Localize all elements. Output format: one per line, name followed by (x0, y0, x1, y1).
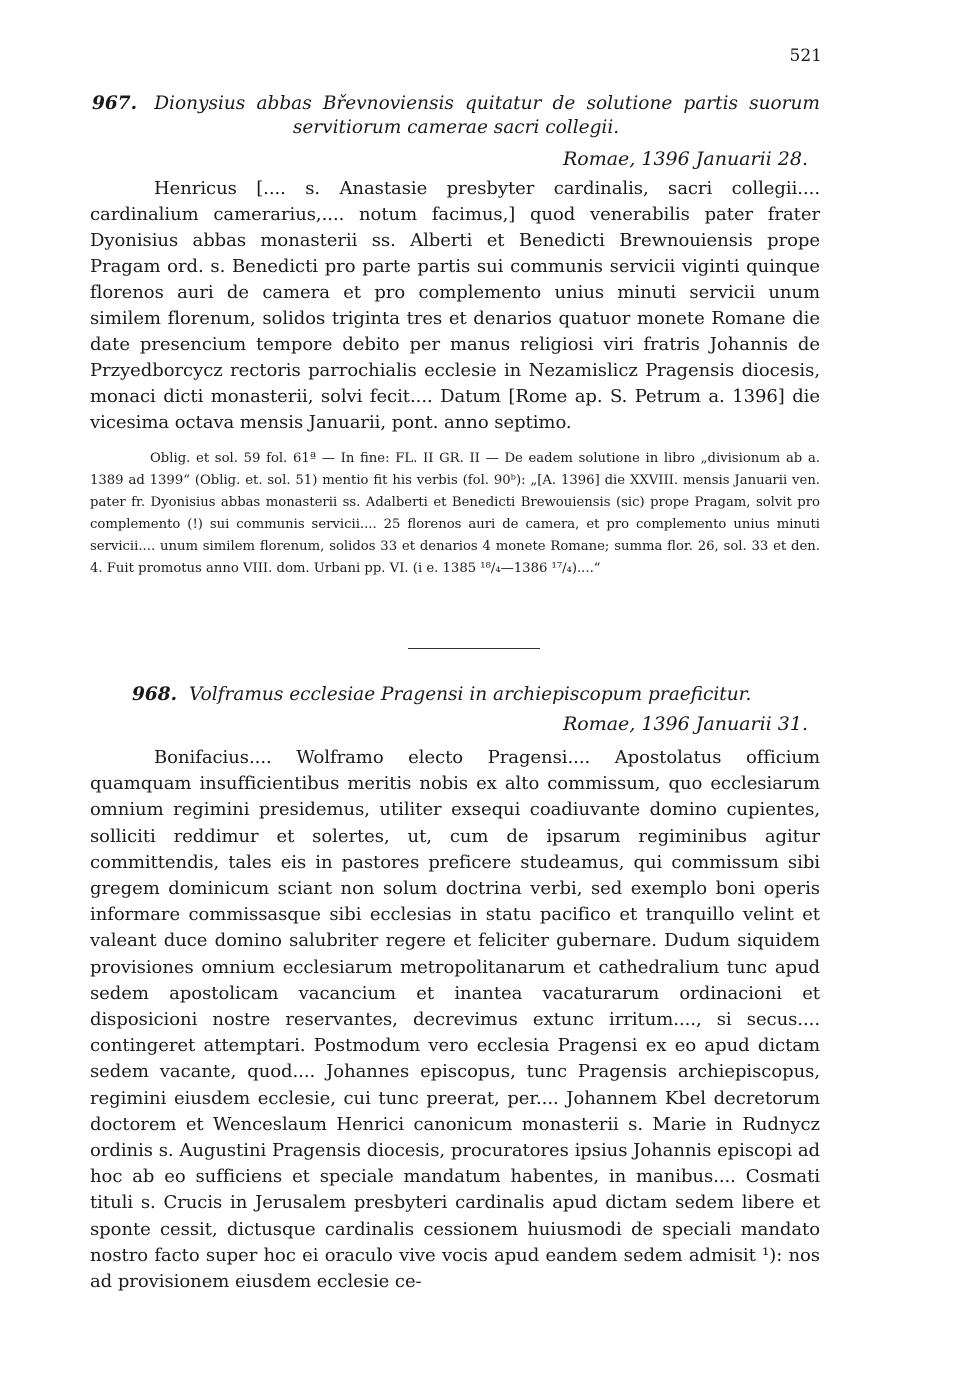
section-divider (408, 648, 540, 649)
entry-heading (90, 683, 820, 707)
entry-body: Henricus [.... s. Anastasie presbyter cardinalis, sacri collegii.... cardinalium camerarius,.... notum facimus,] quod venerabilis pater frater Dyonisius abbas monasterii ss. Alberti et Benedicti Brewnouiensis prope Pragam ord. s. Benedicti pro parte partis sui communis servicii viginti quinque florenos auri de camera et pro complemento unius minuti servicii unum similem florenum, solidos triginta tres et denarios quatuor monete Romane die date presencium tempore debito per manus religiosi viri fratris Johannis de Przyedborcycz rectoris parrochialis ecclesie in Nezamislicz Pragensis diocesis, monaci dicti monasterii, solvi fecit.... Datum [Rome ap. S. Petrum a. 1396] die vicesima octava mensis Januarii, pont. anno septimo. (90, 178, 820, 433)
entry-dateline: Romae, 1396 Januarii 28. (562, 148, 808, 170)
entry-heading (90, 92, 820, 140)
entry-number: 968. (132, 684, 178, 705)
entry-note: Oblig. et sol. 59 fol. 61ª — In fine: FL. II GR. II — De eadem solutione in libro „divisionum ab a. 1389 ad 1399“ (Oblig. et. sol. 51) mentio fit his verbis (fol. 90ᵇ): „[A. 1396] die XXVIII. mensis Januarii ven. pater fr. Dyonisius abbas monasterii ss. Adalberti et Benedicti Brewouiensis (sic) prope Pragam, solvit pro complemento (!) sui communis servicii.... 25 florenos auri de camera, et pro complemento unius minuti servicii.... unum similem florenum, solidos 33 et denarios 4 monete Romane; summa flor. 26, sol. 33 et den. 4. Fuit promotus anno VIII. dom. Urbani pp. VI. (i e. 1385 ¹⁸/₄—1386 ¹⁷/₄)....“ (90, 451, 820, 576)
document-entry (90, 683, 820, 1295)
entry-dateline: Romae, 1396 Januarii 31. (562, 713, 808, 735)
entry-title: Volframus ecclesiae Pragensi in archiepiscopum praeficitur. (188, 684, 752, 705)
entry-title: Dionysius abbas Břevnoviensis quitatur de solutione partis suorum servitiorum camerae sacri collegii. (154, 93, 820, 138)
entry-number: 967. (92, 93, 138, 114)
document-entry (90, 92, 820, 580)
entry-body: Bonifacius.... Wolframo electo Pragensi.... Apostolatus officium quamquam insufficientibus meritis nobis ex alto commissum, quo ecclesiarum omnium regimini presidemus, utiliter exsequi coadiuvante domino cupientes, solliciti reddimur et solertes, ut, cum de ipsarum regiminibus agitur committendis, tales eis in pastores preficere studeamus, qui commissum sibi gregem dominicum sciant non solum doctrina verbi, sed exemplo boni operis informare commissasque sibi ecclesias in statu pacifico et tranquillo velint et valeant duce domino salubriter regere et feliciter gubernare. Dudum siquidem provisiones omnium ecclesiarum metropolitanarum et cathedralium tunc apud sedem apostolicam vacancium et inantea vacaturarum ordinacioni et disposicioni nostre reservantes, decrevimus extunc irritum...., si secus.... contingeret attemptari. Postmodum vero ecclesia Pragensi ex eo apud dictam sedem vacante, quod.... Johannes episcopus, tunc Pragensis archiepiscopus, regimini eiusdem ecclesie, cui tunc preerat, per.... Johannem Kbel decretorum doctorem et Wenceslaum Henrici canonicum monasterii s. Marie in Rudnycz ordinis s. Augustini Pragensis diocesis, procuratores ipsius Johannis episcopi ad hoc ab eo sufficiens et speciale mandatum habentes, in manibus.... Cosmati tituli s. Crucis in Jerusalem presbyteri cardinalis apud dictam sedem libere et sponte cessit, dictusque cardinalis cessionem huiusmodi de speciali mandato nostro facto super hoc ei oraculo vive vocis apud eandem sedem admisit ¹): nos ad provisionem eiusdem ecclesie ce- (90, 747, 820, 1293)
page-number: 521 (789, 46, 822, 66)
